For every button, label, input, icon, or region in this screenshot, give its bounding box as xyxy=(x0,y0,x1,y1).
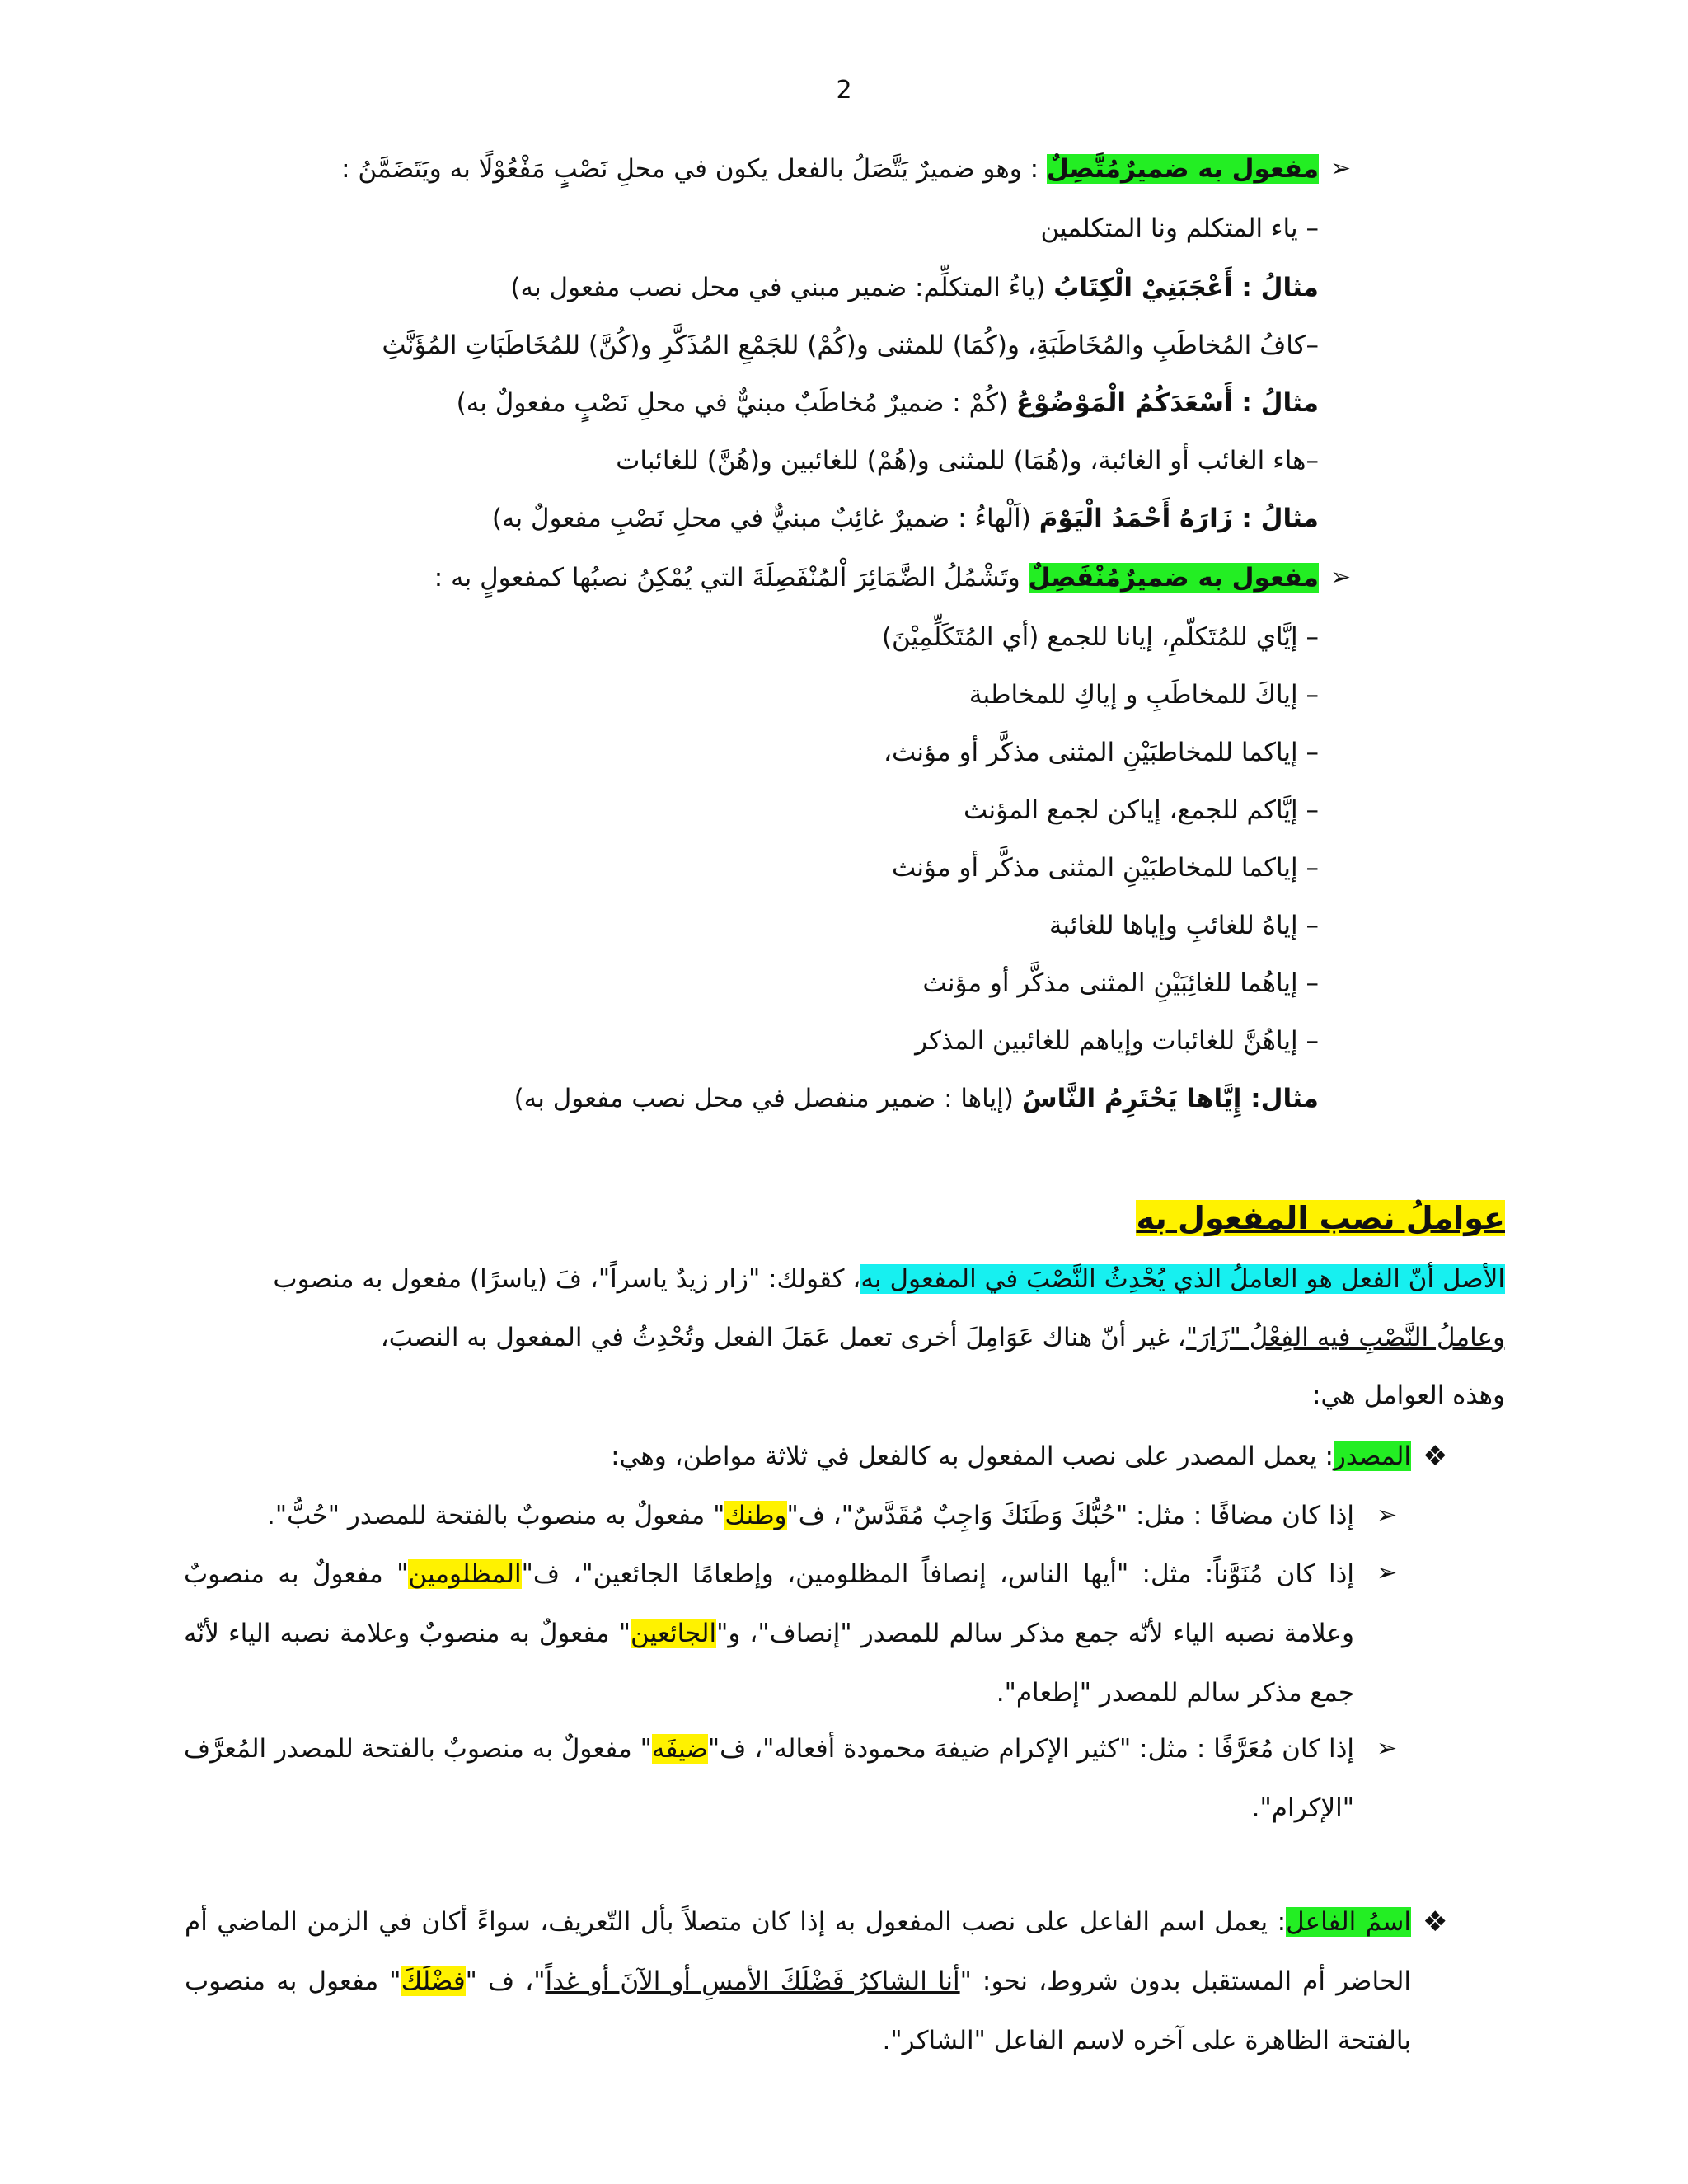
masdar-item xyxy=(611,1436,1411,1477)
diamond-bullet-icon: ❖ xyxy=(1423,1905,1448,1938)
list-item: – إيَّاكم للجمع، إياكن لجمع المؤنث xyxy=(964,795,1319,825)
intro-line-1 xyxy=(183,1258,1505,1300)
list-item: – إيَّاي للمُتَكلّمِ، إيانا للجمع (أي المُتَكَلِّمِيْنَ) xyxy=(881,622,1319,652)
case-text: إذا كان مضافًا : مثل: "حُبُّكَ وَطَنَكَ وَاجِبٌ مُقَدَّسٌ"، ف" xyxy=(786,1501,1354,1530)
page-number: 2 xyxy=(836,76,852,105)
example-line xyxy=(457,382,1319,424)
bullet-detached-pronoun xyxy=(434,557,1319,598)
arrow-bullet-icon: ➢ xyxy=(1376,1558,1398,1587)
fa-text: " مفعول به منصوب بالفتحة الظاهرة على آخره لاسم الفاعل "الشاكر". xyxy=(185,1966,1411,2055)
arrow-bullet-icon: ➢ xyxy=(1376,1501,1398,1530)
case-text: " مفعولٌ به منصوبٌ وعلامة نصبه الياء لأنّه جمع مذكر سالم للمصدر "إنصاف"، و" xyxy=(184,1559,1355,1648)
case-text: " مفعولٌ به منصوبٌ بالفتحة للمصدر المُعرَّف "الإكرام". xyxy=(184,1734,1354,1823)
intro-highlight: الأصل أنّ الفعل هو العاملُ الذي يُحْدِثُ النَّصْبَ في المفعول به xyxy=(860,1264,1505,1294)
example-text: (إياها : ضمير منفصل في محل نصب مفعول به) xyxy=(513,1084,1014,1113)
example-text: (ياءُ المتكلِّم: ضمير مبني في محل نصب مفعول به) xyxy=(510,273,1046,302)
case-highlight: وطنك xyxy=(724,1501,787,1530)
case-text: إذا كان مُنَوَّناً: مثل: "أيها الناس، إنصافاً المظلومين، وإطعامًا الجائعين"، ف" xyxy=(521,1559,1354,1589)
section-heading xyxy=(1136,1193,1505,1243)
example-line xyxy=(510,267,1319,308)
masdar-case-3 xyxy=(184,1719,1354,1838)
example-label: مثالُ : أَعْجَبَنِيْ الْكِتَابُ xyxy=(1053,273,1319,302)
example-line xyxy=(514,1078,1319,1119)
fa-text: "، ف " xyxy=(465,1966,546,1996)
list-item: – ياء المتكلم ونا المتكلمين xyxy=(1040,213,1319,243)
arrow-bullet-icon: ➢ xyxy=(1376,1734,1398,1763)
list-item: –هاء الغائب أو الغائبة، و(هُمَا) للمثنى و(هُمْ) للغائبين و(هُنَّ) للغائبات xyxy=(616,446,1319,476)
list-item: – إياهُما للغائِبَيْنِ المثنى مذكَّر أو مؤنث xyxy=(922,968,1319,998)
intro-text: ، كقولك: "زار زيدٌ ياسراً"، فَ (ياسرًا) مفعول به منصوب xyxy=(273,1264,861,1294)
arrow-bullet-icon: ➢ xyxy=(1330,154,1352,183)
masdar-case-1 xyxy=(267,1495,1354,1536)
case-highlight: المظلومين xyxy=(408,1559,522,1589)
masdar-text: : يعمل المصدر على نصب المفعول به كالفعل في ثلاثة مواطن، وهي: xyxy=(611,1441,1334,1471)
masdar-case-2 xyxy=(184,1544,1354,1722)
fa-text: : يعمل اسم الفاعل على نصب المفعول به إذا كان متصلاً بأل التّعريف، سواءً أكان في الزمن الماضي أم الحاضر أم المستقبل بدون شروط، نحو: " xyxy=(185,1907,1412,1996)
example-text: (كُمْ : ضميرٌ مُخاطَبٌ مبنيٌّ في محلِ نَصْبٍ مفعولٌ به) xyxy=(456,388,1009,418)
attached-pronoun-text: : وهو ضميرٌ يَتَّصَلُ بالفعل يكون في محلِ نَصْبٍ مَفْعُوْلًا به ويَتَضَمَّنُ : xyxy=(341,154,1039,184)
fa-item xyxy=(185,1892,1411,2070)
attached-pronoun-label: مفعول به ضميرٌمُتَّصِلٌ xyxy=(1046,154,1319,184)
intro-line-3: وهذه العوامل هي: xyxy=(1312,1380,1505,1410)
list-item: – إياكما للمخاطبَيْنِ المثنى مذكَّر أو مؤنث، xyxy=(883,738,1319,767)
bullet-attached-pronoun xyxy=(341,148,1319,190)
list-item: – إياهُنَّ للغائبات وإياهم للغائبين المذكر xyxy=(915,1026,1319,1056)
intro-text: ، غير أنّ هناك عَوَامِلَ أخرى تعمل عَمَلَ الفعل وتُحْدِثُ في المفعول به النصبَ، xyxy=(380,1323,1186,1352)
section-heading-text: عواملُ نصب المفعول به xyxy=(1136,1200,1505,1236)
detached-pronoun-text: وتَشْمُلُ الضَّمَائِرَ اْلمُنْفَصِلَةَ التي يُمْكِنُ نصبُها كمفعولٍ به : xyxy=(434,563,1020,593)
example-label: مثالُ : زَارَهُ أَحْمَدُ الْيَوْمَ xyxy=(1039,504,1319,533)
example-label: مثالُ : أَسْعَدَكُمُ الْمَوْضُوْعُ xyxy=(1015,388,1319,418)
intro-underline: وعاملُ النَّصْبِ فيه الفِعْلُ "زَارَ" xyxy=(1185,1323,1505,1352)
example-label: مثال: إِيَّاها يَحْتَرِمُ النَّاسُ xyxy=(1021,1084,1319,1113)
fa-underline: أنا الشاكرُ فَضْلَكَ الأمسِ أو الآنَ أو غداً xyxy=(545,1966,960,1996)
masdar-label: المصدر xyxy=(1333,1441,1411,1471)
case-highlight: ضيفَه xyxy=(651,1734,708,1764)
arrow-bullet-icon: ➢ xyxy=(1330,563,1352,592)
list-item: –كافُ المُخاطَبِ والمُخَاطَبَةِ، و(كُمَا) للمثنى و(كُمْ) للجَمْعِ المُذَكَّرِ و(كُنَّ) للمُخَاطَبَاتِ المُؤَنَّثِ xyxy=(382,330,1319,360)
case-text: " مفعولٌ به منصوبٌ بالفتحة للمصدر "حُبُّ". xyxy=(267,1501,725,1530)
fa-highlight: فضْلَكَ xyxy=(401,1966,466,1996)
case-text: إذا كان مُعَرَّفًا : مثل: "كثير الإكرام ضيفهَ محمودة أفعاله"، ف" xyxy=(707,1734,1354,1764)
list-item: – إياكَ للمخاطَبِ و إياكِ للمخاطبة xyxy=(968,680,1319,710)
case-text: " مفعولٌ به منصوبٌ وعلامة نصبه الياء لأنّه جمع مذكر سالم للمصدر "إطعام". xyxy=(184,1619,1354,1708)
intro-line-2 xyxy=(183,1317,1505,1358)
list-item: – إياكما للمخاطبَيْنِ المثنى مذكَّر أو مؤنث xyxy=(891,853,1319,883)
fa-label: اسمُ الفاعل xyxy=(1286,1907,1412,1937)
example-text: (اَلْهاءُ : ضميرٌ غائِبٌ مبنيٌّ في محلِ نَصْبِ مفعولٌ به) xyxy=(491,504,1031,533)
list-item: – إياهُ للغائبِ وإياها للغائبة xyxy=(1048,911,1319,940)
example-line xyxy=(492,498,1319,539)
detached-pronoun-label: مفعول به ضميرٌمُنْفَصِلٌ xyxy=(1028,563,1319,593)
case-highlight: الجائعين xyxy=(631,1619,717,1648)
diamond-bullet-icon: ❖ xyxy=(1423,1440,1448,1473)
